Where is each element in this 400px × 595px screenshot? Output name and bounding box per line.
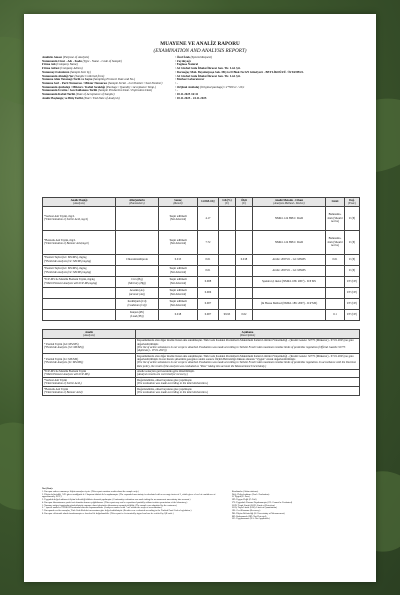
cell-parameter: [116, 206, 159, 230]
cell-lod: 0.01: [198, 265, 219, 276]
cell-parameter-tr: Chlorantraniliprole: [126, 257, 148, 262]
info-label-tr: Analiz Başlangıç ve Bitiş Tarihi: [42, 95, 83, 100]
abbreviation-line: Kısaltmalar (Abbreviations):: [231, 490, 259, 493]
cell-analysis: [43, 206, 116, 230]
header-eval: Değ.: [349, 197, 355, 202]
eval-header-analysis: Analiz: [85, 329, 93, 334]
note-line: 3. Uygunluk değerlendirmesi ölçüm belirsizliği dikkate alınarak yapılmıştır. (Conformity evaluation was made taking the measurement uncertainty into account.): [42, 499, 191, 501]
cell-limit: [326, 287, 345, 298]
cell-analysis: [43, 265, 116, 276]
info-label-en: (Package / Quantity / Acceptance Temp.): [105, 84, 156, 89]
cell-recovery: [219, 254, 236, 265]
cell-method: NMKL 124 HPLC DAD: [253, 230, 326, 254]
cell-eval: U (P): [345, 265, 360, 276]
header-method: Analiz Metodu - Cihazı: [274, 197, 304, 202]
header-unit: Ölçü: [241, 197, 247, 202]
note-line: 5. Numune müşteri tarafından gönderilmiştir; numune alma işleminden laboratuvar sorumlu değildir. (The sample was submitted by the customer.): [42, 504, 177, 507]
cell-analysis: [43, 230, 116, 254]
abbreviation-line: LOD: Tespit Limiti (LOD: Limit of Detection): [231, 504, 275, 507]
eval-analysis-tr: * Pestisit Tayini (GC MS/MS): [44, 341, 79, 346]
cell-parameter-en: (Arsenic (As)): [128, 291, 146, 296]
cell-analysis-en: (*Determination of Sorbic Acid, mg/L): [44, 217, 89, 222]
report-title-tr: MUAYENE VE ANALİZ RAPORU: [160, 41, 240, 47]
cell-result-tr: Tespit edilmedi: [169, 237, 187, 242]
report-title-en: (EXAMINATION AND ANALYSIS REPORT): [153, 47, 247, 54]
cell-limit: 0.1: [326, 309, 345, 320]
eval-description-en: (The list of active substances in our scope is attached. Evaluation was made according to Turkish Food Codex maximum residue limits of pesticides regulation (Official Gazette 32775 (duplicate) - 07.01.2025)): [137, 344, 346, 353]
eval-description-tr: Analiz sonuçları geri kazanıma göre düzeltilmiştir.: [137, 369, 195, 374]
cell-parameter: [116, 298, 159, 309]
cell-result: [159, 206, 198, 230]
eval-cell-description: [136, 369, 360, 378]
header-analysis-en: (Analysis): [73, 200, 85, 205]
info-value: : A2 Global Gıda İthalat İhracat San. Tic. Ltd. Şti.: [175, 66, 241, 71]
cell-parameter-en: (Cadmium (Cd)): [127, 302, 147, 307]
eval-row: [43, 387, 360, 396]
abbreviation-line: Değ.: Değerlendirme (Eval.: Evaluation): [231, 493, 270, 496]
abbreviation-line: UY: Uygunluk Yorumu Yapılmamıştır (CE: Cannot be Evaluated): [231, 501, 293, 504]
cell-analysis-tr: *ICP-MS ile Metalik Element Tayini, mg/kg: [44, 277, 95, 282]
cell-method: NMKL 124 HPLC DAD: [253, 206, 326, 230]
eval-analysis-en: (*Pesticide Analysis (LC MS/MS)): [44, 360, 84, 365]
cell-analysis: [43, 287, 116, 298]
info-value: : A2 Global Gıda İthalat İhracat San. Tic. Ltd. Şti.: [175, 73, 241, 78]
info-label-en: (Purpose of Analysis): [62, 55, 90, 59]
note-line: 4. Bu rapor laboratuvarın yazılı izni olmadan kısmen çoğaltılamaz. (This report may not be reproduced partially without written permission of the laboratory.): [42, 501, 188, 504]
info-label-en: (Company Adress): [60, 66, 83, 71]
note-line: 6. * işaretli analizler TÜRKAK tarafından akredite kapsamındadır. (Analyses marked with * are within the scope of accreditation.): [42, 507, 163, 510]
cell-eval: UY (CE): [345, 298, 360, 309]
header-result-en: (Result): [173, 200, 183, 205]
sample-info: [42, 56, 362, 100]
evaluation-table: [42, 329, 360, 396]
report-title: [24, 41, 376, 54]
header-analysis: Analiz Başlığı: [70, 197, 88, 202]
abbreviation-line: ÖB: Ölçüm Belirsizliği (U: Uncertainty of Measurement): [231, 512, 285, 515]
cell-analysis: [43, 298, 116, 309]
eval-description-en: (The evaluation was made according to the label declaration.): [137, 381, 209, 386]
header-method-en: (Analysis Method - Device): [273, 200, 305, 205]
cell-analysis-tr: *Pestisit Tayini (GC MS/MS), mg/kg: [44, 255, 87, 260]
info-row: [42, 97, 362, 101]
cell-result-tr: Tespit edilmedi: [169, 213, 187, 218]
info-label-tr: Numune Alım Tutanağı Tarih ve Sayısı: [42, 77, 93, 82]
cell-result-en: (Not detected): [169, 302, 187, 307]
cell-result-tr: 0.018: [174, 312, 182, 317]
cell-analysis-tr: *Pestisit Tayini (GC MS/MS), mg/kg: [44, 266, 87, 271]
info-value-tr: A2 Global Gıda İthalat İhracat San. Tic. Ltd. Şti.: [176, 73, 241, 78]
abbreviation-line: UG: Uygulanamaz (NA: Not Applicable): [231, 518, 270, 521]
eval-description-tr: Değerlendirme, etiket beyanına göre yapılmıştır.: [137, 386, 193, 391]
cell-eval: U (P): [345, 230, 360, 254]
table-row: [43, 309, 360, 320]
info-label-en: (Date of Acceptance of Sample): [75, 92, 115, 97]
info-value: : Merkez Laboratuvar: [175, 77, 205, 82]
cell-result: [159, 298, 198, 309]
info-label-tr: Analizin Amacı: [42, 55, 63, 59]
cell-analysis-en: (*Multi Element Analysis with ICP-MS,mg/kg): [44, 280, 98, 285]
cell-parameter: [116, 265, 159, 276]
cell-parameter-en: (Lead (Pb)): [130, 313, 144, 318]
cell-result: [159, 254, 198, 265]
cell-lod: 0.006: [198, 287, 219, 298]
cell-parameter: [116, 230, 159, 254]
cell-lod: 0.008: [198, 276, 219, 287]
cell-parameter-tr: Kurşun (Pb): [130, 310, 144, 315]
cell-analysis-en: (*Pesticide analysis (GC MS/MS) mg/kg): [44, 258, 92, 263]
cell-lod: 7.72: [198, 230, 219, 254]
cell-unit: 0.02: [236, 309, 253, 320]
cell-parameter-en: (Mercury (Hg)): [128, 280, 146, 285]
cell-method: AOAC 2007.01 - GC MSMS: [253, 265, 326, 276]
eval-cell-description: [136, 338, 360, 353]
cell-parameter: [116, 287, 159, 298]
eval-description-tr: Değerlendirme, etiket beyanına göre yapılmıştır.: [137, 377, 193, 382]
cell-result-tr: Tespit edilmedi: [169, 299, 187, 304]
info-value-tr: Doruağaç Mah. Bayıdarpaşa Sok. Miyra II Blok No:6/9 Güzelyurt - BEYLİKDÜZÜ / İSTANBUL: [176, 69, 304, 74]
cell-parameter: [116, 254, 159, 265]
cell-method: [253, 309, 326, 320]
cell-result-tr: Tespit edilmedi: [169, 288, 187, 293]
notes-left: [42, 491, 228, 521]
info-value: : Doruağaç Mah. Bayıdarpaşa Sok. Miyra II Blok No:6/9 Güzelyurt - BEYLİKDÜZÜ / İSTANBUL: [175, 69, 304, 74]
cell-parameter: [116, 276, 159, 287]
header-lod: LOD/LOQ: [201, 199, 215, 204]
info-value: : 18.11.2025 16:41: [175, 92, 199, 97]
cell-recovery: [219, 206, 236, 230]
eval-description-en: (The list of active substances in our scope is attached. Evaluation was made according to Turkish Food Codex maximum residue limits of pesticides regulation. In accordance with the Decision Rule policy, the result of the analysis was evaluated as "Pass" taking into account the Measurement Uncertainty.): [137, 360, 356, 368]
cell-unit: [236, 287, 253, 298]
notes-abbreviations: [232, 491, 360, 521]
info-value: : Eagleoo Natural: [175, 62, 199, 67]
eval-cell-analysis: [43, 354, 136, 369]
cell-eval: U (P): [345, 254, 360, 265]
report-document: [24, 14, 376, 582]
eval-cell-analysis: [43, 387, 136, 396]
cell-result-tr: 0.015: [174, 257, 182, 262]
cell-recovery: 99.95: [219, 309, 236, 320]
eval-description-en: (The evaluation was made according to the label declaration.): [137, 389, 209, 394]
cell-result: [159, 276, 198, 287]
cell-lod: 0.007: [198, 298, 219, 309]
eval-analysis-tr: *ICP-MS ile Metalik Element Tayini: [44, 369, 87, 374]
cell-unit: [236, 265, 253, 276]
info-value: : -: [175, 88, 178, 93]
eval-cell-analysis: [43, 378, 136, 387]
report-notes: [42, 488, 360, 521]
info-value-tr: A2 Global Gıda İthalat İhracat San. Tic. Ltd. Şti.: [176, 66, 241, 71]
cell-method: [253, 287, 326, 298]
info-label-en: (Sample Serial - Lot Number / Seal Number): [107, 80, 163, 85]
cell-eval: UY (CE): [345, 309, 360, 320]
table-row: [43, 254, 360, 265]
cell-limit: Bulunama-malı (Should not be): [326, 206, 345, 230]
cell-lod: 0.01: [198, 254, 219, 265]
note-line: 2. Ölçüm belirsizliği, %95 güven aralığında k=2 kapsam faktörü ile hesaplanmıştır. (The expanded uncertainty is calculated with a coverage factor of 2, which gives a level of confidence of approximately 95%.): [42, 493, 216, 499]
info-label: [42, 97, 175, 101]
info-label-tr: Numunenin Ambalajı / Miktarı / Kabul Sıcaklığı: [42, 84, 106, 89]
cell-result-en: (Not detected): [169, 217, 187, 222]
info-value-en: (Original package) / 2*500 cc / 20,1: [199, 84, 245, 89]
eval-cell-description: [136, 387, 360, 396]
info-value: : Zeytinyağı: [175, 58, 191, 63]
header-limit: Limit: [331, 199, 339, 204]
cell-eval: UY (CE): [345, 276, 360, 287]
cell-parameter-tr: Kadmiyum (Cd): [127, 299, 147, 304]
eval-cell-description: [136, 378, 360, 387]
cell-result: [159, 309, 198, 320]
header-parameters: Allerjenlerin: [129, 197, 145, 202]
info-label-tr: Numune Seri - Parti Numarası / Miktar Numarası: [42, 80, 108, 85]
info-label-en: (Company Name): [56, 62, 78, 67]
cell-result: [159, 265, 198, 276]
eval-description-tr: Kapsamımızda olan diğer madde listesi ekte sunulmuştur. Türk Gıda Kodeksi Pestisitlerin Maksimum Kalıntı Limitleri Yönetmeliği - (Resmi Gazete: 32775 (Mükerrer) - 07.01.2025) ne göre değerlendirilmiştir. Karar Kuralı şirketimiz gereğince analiz sonucu Ölçüm Belirsizliği dikkate alınarak "Uygun" olarak değerlendirilmiştir.: [137, 353, 354, 362]
table-row: [43, 298, 360, 309]
info-label-tr: Numunenin Kabul Tarihi: [42, 92, 76, 97]
abbreviation-line: LOQ: Tayin Limiti (LOQ: Limit of Quantitation): [231, 507, 277, 510]
info-label-tr: Firma Adresi: [42, 66, 60, 71]
cell-parameter: [116, 309, 159, 320]
cell-analysis-en: (*Determination of Benzoic Acid,mg/L): [44, 241, 89, 246]
eval-header-description: Açıklama: [241, 329, 254, 334]
cell-unit: [236, 276, 253, 287]
note-line: 8. Bu rapor elektronik olarak imzalanmıştır ve karekod ile doğrulanabilir. (This report is electronically signed and can be verified by QR code.): [42, 512, 174, 515]
note-line: 7. Bu raporda verilen sonuçlar, Türk Gıda Kodeksi mevzuatına göre değerlendirilmiştir. (Results were evaluated according to the Turkish Food Codex legislation.): [42, 510, 192, 512]
note-line: 1. Bu rapor sadece numuneye ilişkin sonuçları içerir. (This report contains results about the sample only.): [42, 490, 139, 493]
cell-parameter-tr: Arsenik (As): [129, 288, 145, 293]
info-value: : -: [175, 80, 178, 85]
eval-analysis-tr: *Serbest Asit Tayini: [44, 377, 67, 382]
cell-analysis: [43, 254, 116, 265]
eval-cell-description: [136, 354, 360, 369]
cell-result-tr: Tespit edilmedi: [169, 277, 187, 282]
cell-unit: [236, 298, 253, 309]
cell-result-en: (Not detected): [169, 291, 187, 296]
abbreviation-line: U: Uygun (P: Pass): [231, 496, 250, 499]
eval-header-description-en: (Description): [239, 332, 256, 337]
cell-method: Spektra içi metot (NMKL 186: 2007) - ICP MS: [253, 276, 326, 287]
table-row: [43, 206, 360, 230]
info-label-en: (Sample Sent by): [70, 69, 91, 74]
table-row: [43, 230, 360, 254]
abbreviation-line: BD: Bulunamadı (ND: Not Detected): [231, 515, 267, 518]
info-label-en: (Type - Name - Code of Sample): [82, 58, 122, 63]
eval-analysis-tr: *Benzoik Asit Tayini: [44, 386, 69, 391]
header-eval-en: (Eval.): [348, 200, 356, 205]
eval-row: [43, 354, 360, 369]
eval-description-tr: Kapsamımızda olan diğer madde listesi ekte sunulmuştur. Türk Gıda Kodeksi Pestisitlerin Maksimum Kalıntı Limitleri Yönetmeliği - (Resmi Gazete: 32775 (Mükerrer) - 07.01.2025) ne göre değerlendirilmiştir.: [137, 338, 354, 346]
abbreviation-line: GK: Geri Kazanım (Recovery): [231, 510, 261, 512]
cell-result-en: (Not detected): [169, 280, 187, 285]
table-row: [43, 265, 360, 276]
info-label-en: (Sampling Protocol Date and No.): [93, 77, 136, 82]
cell-result: [159, 230, 198, 254]
cell-result: [159, 287, 198, 298]
cell-analysis: [43, 309, 116, 320]
info-value: : 18.11.2025 - 24.11.2025: [175, 95, 207, 100]
cell-eval: U (P): [345, 206, 360, 230]
table-row: [43, 287, 360, 298]
results-table: [42, 197, 360, 321]
cell-recovery: [219, 298, 236, 309]
header-recovery-en: (U): [225, 200, 229, 205]
info-value-en: (Special Request): [190, 55, 213, 59]
info-label-tr: Numunenin Cinsi - Adı - Kodu: [42, 58, 82, 63]
cell-analysis: [43, 276, 116, 287]
cell-result-en: (Not detected): [169, 241, 187, 246]
eval-row: [43, 369, 360, 378]
header-parameters-en: (Parameters): [129, 200, 145, 205]
cell-limit: 0.01: [326, 254, 345, 265]
eval-row: [43, 378, 360, 387]
eval-header-analysis-en: (Analysis): [83, 332, 95, 337]
abbreviation-line: UD: Uygun Değil (F: Fail): [231, 499, 257, 501]
eval-analysis-en: (*Determination of Sorbic Acid,): [44, 381, 82, 386]
info-label-tr: Firma Adı: [42, 62, 56, 67]
info-value-tr: -: [176, 80, 178, 85]
eval-cell-analysis: [43, 369, 136, 378]
info-value-tr: -: [176, 88, 178, 93]
eval-analysis-tr: * Pestisit Tayini (LC MS/MS): [44, 357, 79, 362]
cell-recovery: [219, 276, 236, 287]
info-value-tr: Merkez Laboratuvar: [176, 77, 205, 82]
cell-method: AOAC 2007.01 - GC MSMS: [253, 254, 326, 265]
info-label-tr: Numuneyi Gönderen: [42, 69, 70, 74]
eval-cell-analysis: [43, 338, 136, 353]
cell-unit: [236, 206, 253, 230]
cell-result-tr: Tespit edilmedi: [169, 266, 187, 271]
cell-limit: [326, 276, 345, 287]
cell-method: (In House Method (NMKL 186: 2007) - ICP MS): [253, 298, 326, 309]
cell-analysis-tr: *Serbest Asit Tayini, mg/L: [44, 213, 75, 218]
cell-eval: UY (CE): [345, 287, 360, 298]
cell-recovery: [219, 287, 236, 298]
cell-limit: [326, 298, 345, 309]
info-label-en: (Sample Production Date / Expiration Date): [98, 88, 153, 93]
cell-analysis-en: (*Pesticide analysis (GC MS/MS) mg/kg): [44, 269, 92, 274]
cell-limit: [326, 265, 345, 276]
info-value-tr: 18.11.2025 16:41: [176, 92, 199, 97]
eval-analysis-en: (*Pesticide Analysis (GC MS/MS)): [44, 344, 84, 349]
info-label-en: (Sample Collected from): [74, 73, 105, 78]
cell-recovery: [219, 230, 236, 254]
eval-row: [43, 338, 360, 353]
info-value: : Özel İstek (Special Request): [175, 55, 213, 59]
cell-parameter-tr: Civa (Hg): [131, 277, 143, 282]
info-value-tr: 18.11.2025 - 24.11.2025: [176, 95, 207, 100]
cell-result-en: (Not detected): [169, 269, 187, 274]
header-unit-en: (U): [242, 200, 246, 205]
cell-lod: 0.007: [198, 309, 219, 320]
info-value-tr: Eagleoo Natural: [176, 62, 199, 67]
notes-heading: Not (Note):: [42, 488, 54, 490]
info-value-tr: Orijinal Ambalaj: [176, 84, 200, 89]
cell-lod: 4.17: [198, 206, 219, 230]
info-value-tr: Özel İstek: [176, 55, 190, 59]
header-result: Sonuç: [174, 197, 182, 202]
eval-analysis-en: (*Determination of Benzoic Acid): [44, 389, 83, 394]
info-value: : Orijinal Ambalaj (Original package) / 2*500 cc / 20,1: [175, 84, 245, 89]
eval-analysis-en: (*Multi Element Analysis with ICP-MS): [44, 372, 90, 377]
info-label-tr: Numunenin Üretim / Son Kullanma Tarihi: [42, 88, 98, 93]
header-recovery: GK(%): [222, 197, 232, 202]
cell-limit: Bulunama-malı (Should not be): [326, 230, 345, 254]
cell-recovery: [219, 265, 236, 276]
eval-description-en: (Analysis results are corrected for recovery.): [137, 372, 188, 377]
table-row: [43, 276, 360, 287]
cell-unit: [236, 230, 253, 254]
info-label-tr: Numunenin Alındığı Yer: [42, 73, 74, 78]
cell-analysis-tr: *Benzoik Asit Tayini, mg/L: [44, 237, 76, 242]
info-value-tr: Zeytinyağı: [176, 58, 191, 63]
cell-unit: 0.018: [236, 254, 253, 265]
info-label-en: (Start / End Date of Analysis): [83, 95, 120, 100]
